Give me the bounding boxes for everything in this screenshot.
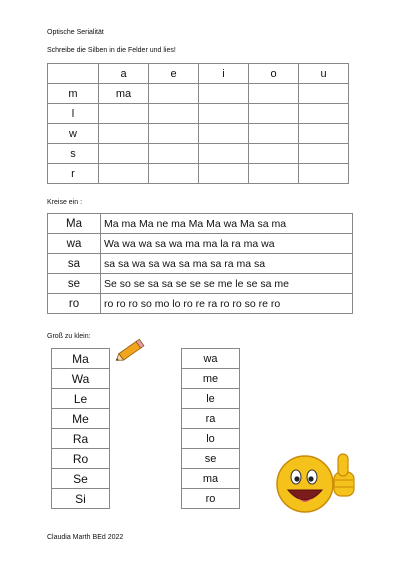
syllable-sequence[interactable]: Ma ma Ma ne ma Ma Ma wa Ma sa ma [101, 214, 353, 234]
target-syllable: wa [48, 234, 101, 254]
grid-cell[interactable] [249, 104, 299, 124]
syllable-sequence[interactable]: Wa wa wa sa wa ma ma la ra ma wa [101, 234, 353, 254]
circle-row [48, 214, 353, 234]
grid-cell[interactable] [249, 144, 299, 164]
circle-row [48, 234, 353, 254]
consonant-label: w [48, 124, 99, 144]
grid-corner [48, 64, 99, 84]
target-syllable: ro [48, 294, 101, 314]
consonant-label: s [48, 144, 99, 164]
grid-cell[interactable] [99, 144, 149, 164]
capital-syllable[interactable]: Wa [52, 369, 110, 389]
grid-cell[interactable] [199, 84, 249, 104]
grid-row [48, 84, 349, 104]
circle-row [48, 274, 353, 294]
circle-table [47, 213, 353, 314]
instruction-syllables: Schreibe die Silben in die Felder und lies! [47, 47, 176, 54]
consonant-label: r [48, 164, 99, 184]
capital-syllable-list [51, 348, 110, 509]
grid-header-row [48, 64, 349, 84]
grid-cell[interactable] [199, 124, 249, 144]
grid-cell[interactable] [299, 144, 349, 164]
lowercase-syllable[interactable]: le [182, 389, 240, 409]
capital-syllable[interactable]: Ro [52, 449, 110, 469]
vowel-header: e [149, 64, 199, 84]
capital-syllable[interactable]: Si [52, 489, 110, 509]
grid-cell[interactable] [299, 104, 349, 124]
example-cell: ma [99, 84, 149, 104]
footer-author: Claudia Marth BEd 2022 [47, 534, 124, 541]
grid-cell[interactable] [99, 164, 149, 184]
circle-row [48, 254, 353, 274]
grid-cell[interactable] [99, 104, 149, 124]
lowercase-syllable-list [181, 348, 240, 509]
grid-cell[interactable] [199, 144, 249, 164]
circle-row [48, 294, 353, 314]
lowercase-syllable[interactable]: se [182, 449, 240, 469]
target-syllable: se [48, 274, 101, 294]
syllable-grid [47, 63, 349, 184]
grid-cell[interactable] [249, 84, 299, 104]
capital-syllable[interactable]: Le [52, 389, 110, 409]
grid-cell[interactable] [249, 124, 299, 144]
grid-row [48, 144, 349, 164]
grid-row [48, 104, 349, 124]
capital-syllable[interactable]: Ma [52, 349, 110, 369]
consonant-label: m [48, 84, 99, 104]
target-syllable: sa [48, 254, 101, 274]
syllable-sequence[interactable]: ro ro ro so mo lo ro re ra ro ro so re ro [101, 294, 353, 314]
grid-row [48, 164, 349, 184]
vowel-header: i [199, 64, 249, 84]
syllable-sequence[interactable]: sa sa wa sa wa sa ma sa ra ma sa [101, 254, 353, 274]
capital-syllable[interactable]: Ra [52, 429, 110, 449]
grid-cell[interactable] [199, 164, 249, 184]
syllable-sequence[interactable]: Se so se sa sa se se se me le se sa me [101, 274, 353, 294]
grid-cell[interactable] [299, 164, 349, 184]
grid-cell[interactable] [149, 84, 199, 104]
grid-cell[interactable] [249, 164, 299, 184]
pencil-icon [113, 335, 149, 365]
vowel-header: o [249, 64, 299, 84]
grid-cell[interactable] [149, 144, 199, 164]
capital-syllable[interactable]: Se [52, 469, 110, 489]
grid-cell[interactable] [149, 164, 199, 184]
lowercase-syllable[interactable]: me [182, 369, 240, 389]
grid-cell[interactable] [99, 124, 149, 144]
instruction-match: Groß zu klein: [47, 333, 91, 340]
lowercase-syllable[interactable]: wa [182, 349, 240, 369]
grid-cell[interactable] [149, 124, 199, 144]
grid-row [48, 124, 349, 144]
grid-cell[interactable] [299, 84, 349, 104]
lowercase-syllable[interactable]: lo [182, 429, 240, 449]
lowercase-syllable[interactable]: ma [182, 469, 240, 489]
grid-cell[interactable] [149, 104, 199, 124]
thumbs-up-smiley-icon [272, 450, 364, 516]
lowercase-syllable[interactable]: ra [182, 409, 240, 429]
target-syllable: Ma [48, 214, 101, 234]
vowel-header: a [99, 64, 149, 84]
page-title: Optische Serialität [47, 29, 104, 36]
grid-cell[interactable] [199, 104, 249, 124]
instruction-circle: Kreise ein : [47, 199, 83, 206]
capital-syllable[interactable]: Me [52, 409, 110, 429]
vowel-header: u [299, 64, 349, 84]
lowercase-syllable[interactable]: ro [182, 489, 240, 509]
grid-cell[interactable] [299, 124, 349, 144]
consonant-label: l [48, 104, 99, 124]
